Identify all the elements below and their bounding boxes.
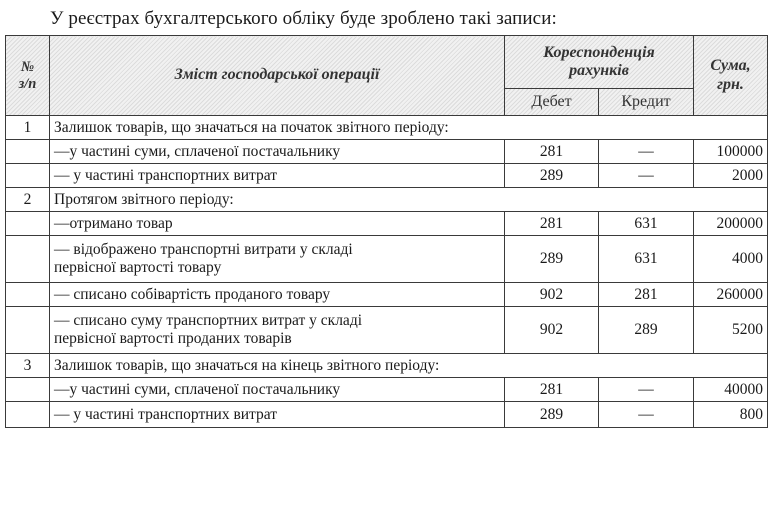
sum-cell: 4000 [694,236,768,283]
operation-text-line2: первісної вартості проданих товарів [54,330,292,347]
header-correspondence [505,36,694,89]
operation-text: —у частині суми, сплаченої постачальнику [50,140,505,164]
empty-num-cell [6,307,50,354]
empty-num-cell [6,140,50,164]
credit-cell: — [599,140,694,164]
debit-cell: 281 [505,140,599,164]
sum-cell: 800 [694,402,768,428]
operation-text: — у частині транспортних витрат [50,402,505,428]
header-content: Зміст господарської операції [50,36,505,116]
intro-text: У реєстрах бухгалтерського обліку буде зроблено такі записи: [50,8,557,29]
table-row [6,164,768,188]
debit-cell: 289 [505,236,599,283]
sum-cell: 40000 [694,378,768,402]
debit-cell: 289 [505,402,599,428]
empty-num-cell [6,164,50,188]
sum-cell: 100000 [694,140,768,164]
section-number: 2 [6,188,50,212]
section-row [6,188,768,212]
credit-cell: — [599,164,694,188]
empty-num-cell [6,236,50,283]
debit-cell: 289 [505,164,599,188]
header-debit: Дебет [505,89,599,116]
table-row [6,378,768,402]
section-row [6,354,768,378]
empty-num-cell [6,212,50,236]
header-sum-line2: грн. [717,75,744,93]
sum-cell: 2000 [694,164,768,188]
header-correspondence-line1: Кореспонденція [543,43,655,61]
section-title: Залишок товарів, що значаться на початок звітного періоду: [50,116,768,140]
operation-text-line1: — відображено транспортні витрати у складі [54,241,353,259]
credit-cell: — [599,378,694,402]
debit-cell: 281 [505,378,599,402]
credit-cell: 631 [599,212,694,236]
table-row [6,212,768,236]
table-row [6,283,768,307]
table-row [6,140,768,164]
table-row [6,307,768,354]
operation-text: — у частині транспортних витрат [50,164,505,188]
debit-cell: 281 [505,212,599,236]
empty-num-cell [6,402,50,428]
credit-cell: — [599,402,694,428]
operation-text: —отримано товар [50,212,505,236]
section-row [6,116,768,140]
table-row [6,236,768,283]
header-sum [694,36,768,116]
empty-num-cell [6,378,50,402]
debit-cell: 902 [505,283,599,307]
section-number: 3 [6,354,50,378]
header-sum-line1: Сума, [710,57,751,75]
empty-num-cell [6,283,50,307]
sum-cell: 200000 [694,212,768,236]
header-credit: Кредит [599,89,694,116]
credit-cell: 631 [599,236,694,283]
sum-cell: 5200 [694,307,768,354]
header-correspondence-line2: рахунків [569,62,629,79]
header-num-symbol: № [20,58,35,75]
operation-text-line2: первісної вартості товару [54,259,222,276]
operation-text: — списано собівартість проданого товару [50,283,505,307]
section-title: Протягом звітного періоду: [50,188,768,212]
sum-cell: 260000 [694,283,768,307]
section-title: Залишок товарів, що значаться на кінець звітного періоду: [50,354,768,378]
operation-text [50,307,505,354]
operation-text [50,236,505,283]
header-num [6,36,50,116]
header-num-abbr: з/п [18,75,37,92]
credit-cell: 289 [599,307,694,354]
table-row [6,402,768,428]
ledger-table [5,35,768,428]
section-number: 1 [6,116,50,140]
debit-cell: 902 [505,307,599,354]
operation-text: —у частині суми, сплаченої постачальнику [50,378,505,402]
credit-cell: 281 [599,283,694,307]
operation-text-line1: — списано суму транспортних витрат у складі [54,312,363,330]
